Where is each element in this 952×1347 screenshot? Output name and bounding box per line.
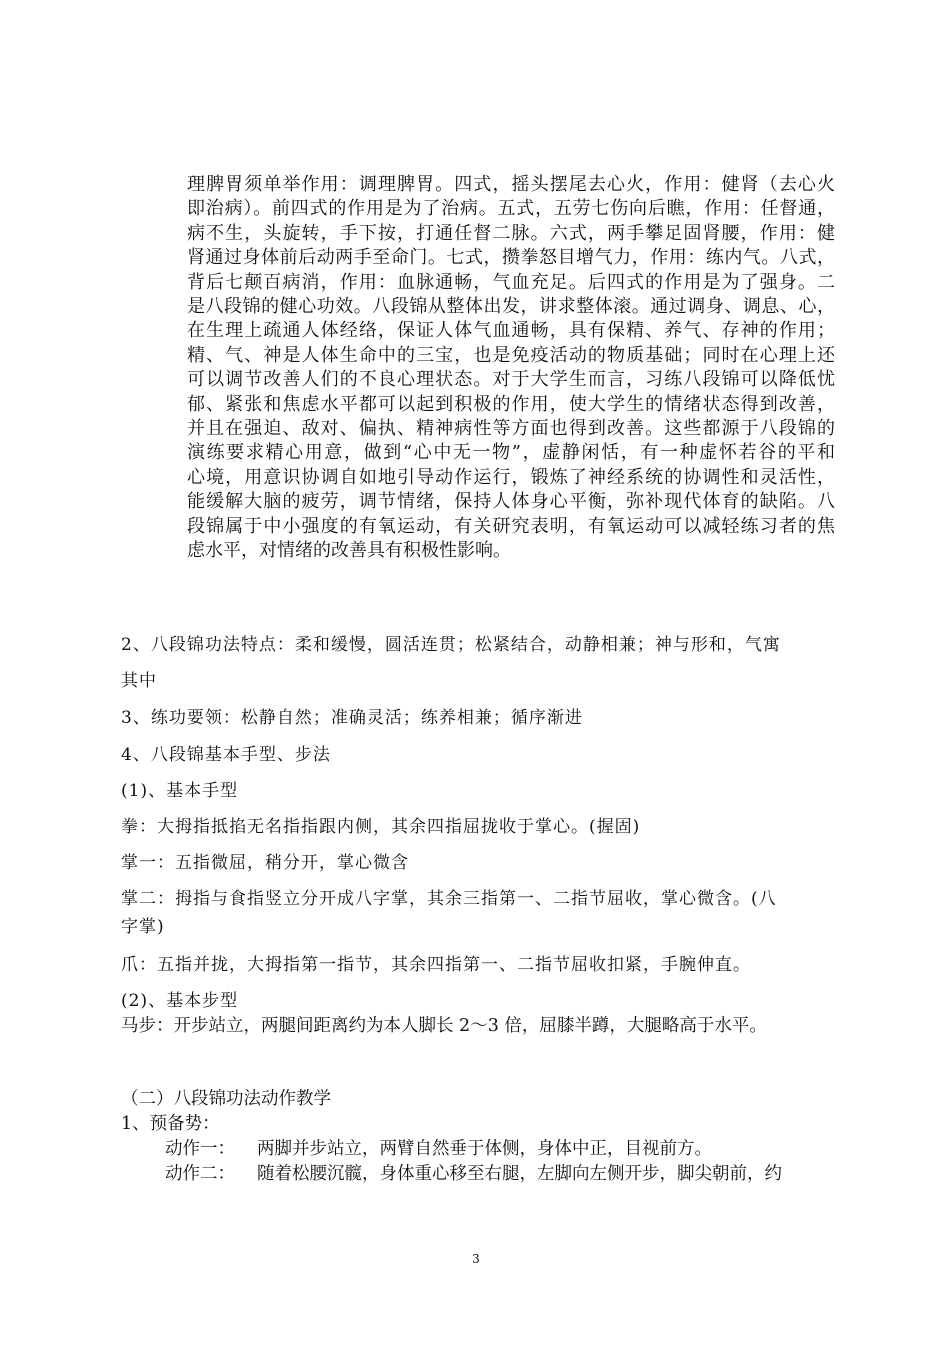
paragraph-line: 精、气、神是人体生命中的三宝，也是免疫活动的物质基础；同时在心理上还 — [187, 344, 835, 366]
page-number: 3 — [472, 1252, 480, 1266]
paragraph-line: 可以调节改善人们的不良心理状态。对于大学生而言，习练八段锦可以降低忧 — [187, 369, 835, 391]
paragraph-line: 背后七颠百病消，作用：血脉通畅，气血充足。后四式的作用是为了强身。二 — [187, 271, 835, 293]
paragraph-line: 理脾胃须单举作用：调理脾胃。四式，摇头摆尾去心火，作用：健肾（去心火 — [187, 174, 835, 195]
hand-form-palm-two-cont: 字掌) — [121, 917, 165, 937]
paragraph-line: 在生理上疏通人体经络，保证人体气血通畅，具有保精、养气、存神的作用； — [187, 320, 835, 342]
paragraph-line: 虑水平，对情绪的改善具有积极性影响。 — [187, 540, 511, 562]
section-heading: 4、八段锦基本手型、步法 — [121, 745, 331, 765]
paragraph-line: 心境，用意识协调自如地引导动作运行，锻炼了神经系统的协调性和灵活性， — [187, 466, 835, 488]
subsection-heading: (2)、基本步型 — [121, 991, 239, 1011]
paragraph-line: 段锦属于中小强度的有氧运动，有关研究表明，有氧运动可以减轻练习者的焦 — [187, 515, 835, 537]
action-line — [165, 1160, 885, 1185]
feature-item-line: 2、八段锦功法特点：柔和缓慢，圆活连贯；松紧结合，动静相兼；神与形和，气寓 — [121, 635, 781, 655]
paragraph-line: 能缓解大脑的疲劳，调节情绪，保持人体身心平衡，弥补现代体育的缺陷。八 — [187, 491, 835, 513]
feature-item-line: 其中 — [121, 671, 157, 691]
hand-form-palm-two: 掌二：拇指与食指竖立分开成八字掌，其余三指第一、二指节屈收，掌心微含。(八 — [121, 889, 777, 909]
section-heading: （二）八段锦功法动作教学 — [121, 1089, 331, 1109]
hand-form-claw: 爪：五指并拢，大拇指第一指节，其余四指第一、二指节屈收扣紧，手腕伸直。 — [121, 955, 751, 975]
action-text: 随着松腰沉髋，身体重心移至右腿，左脚向左侧开步，脚尖朝前，约 — [257, 1164, 782, 1184]
hand-form-palm-one: 掌一：五指微屈，稍分开，掌心微含 — [121, 853, 409, 873]
subsection-heading: (1)、基本手型 — [121, 781, 239, 801]
paragraph-line: 演练要求精心用意，做到“心中无一物”，虚静闲恬，有一种虚怀若谷的平和 — [187, 442, 835, 464]
action-line — [165, 1135, 885, 1160]
paragraph-line: 即治病）。前四式的作用是为了治病。五式，五劳七伤向后瞧，作用：任督通， — [187, 198, 835, 220]
paragraph-line: 肾通过身体前后动两手至命门。七式，攒拳怒目增气力，作用：练内气。八式， — [187, 247, 835, 269]
paragraph-line: 郁、紧张和焦虑水平都可以起到积极的作用，使大学生的情绪状态得到改善， — [187, 393, 835, 415]
body-paragraph — [187, 173, 835, 564]
action-label: 动作一： — [165, 1139, 235, 1159]
action-label: 动作二： — [165, 1164, 235, 1184]
stance-horse: 马步：开步站立，两腿间距离约为本人脚长 2～3 倍，屈膝半蹲，大腿略高于水平。 — [121, 1016, 767, 1036]
practice-essentials: 3、练功要领：松静自然；准确灵活；练养相兼；循序渐进 — [121, 708, 583, 728]
paragraph-line: 病不生，头旋转，手下按，打通任督二脉。六式，两手攀足固肾腰，作用：健 — [187, 222, 835, 244]
step-heading: 1、预备势： — [121, 1114, 220, 1134]
hand-form-fist: 拳：大拇指抵掐无名指指跟内侧，其余四指屈拢收于掌心。(握固) — [121, 817, 641, 837]
paragraph-line: 并且在强迫、敌对、偏执、精神病性等方面也得到改善。这些都源于八段锦的 — [187, 418, 835, 440]
action-text: 两脚并步站立，两臂自然垂于体侧，身体中正，目视前方。 — [257, 1139, 712, 1159]
paragraph-line: 是八段锦的健心功效。八段锦从整体出发，讲求整体滚。通过调身、调息、心， — [187, 296, 835, 318]
